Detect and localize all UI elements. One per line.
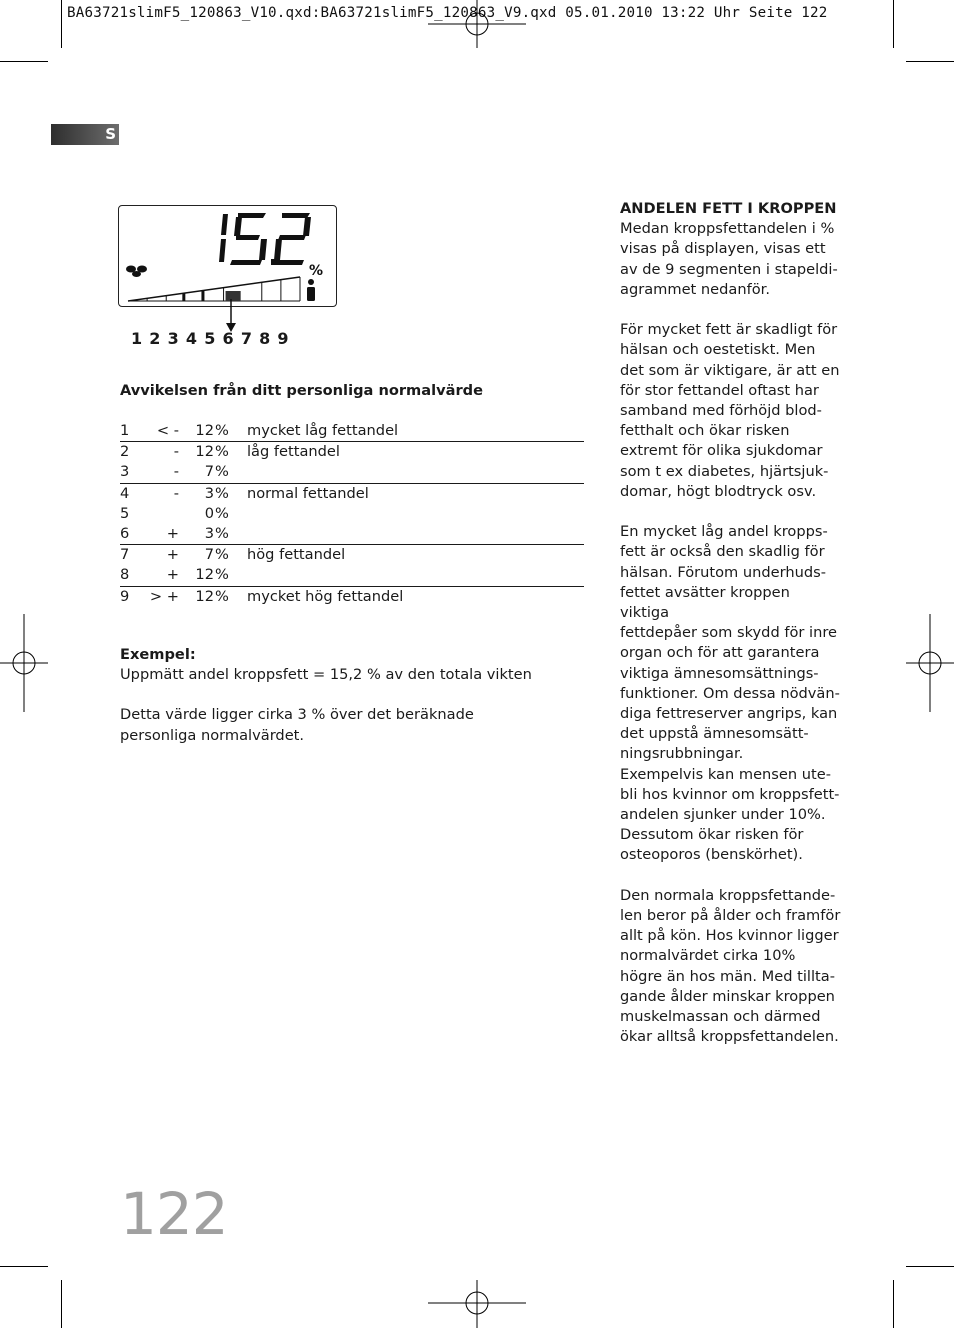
deviation-val: 0 [204,504,214,522]
file-header: BA63721slimF5_120863_V10.qxd:BA63721slimF5_120863_V9.qxd 05.01.2010 13:22 Uhr Seite 122 [67,5,828,21]
deviation-num: 2 [120,443,130,461]
deviation-op: - [173,463,179,481]
right-column-line: ökar alltså kroppsfettandelen. [620,1028,839,1046]
deviation-pct: % [215,587,229,605]
right-column-line: Dessutom ökar risken för [620,826,804,844]
crop-mark [0,1266,48,1267]
registration-mark-bottom [428,1280,526,1328]
crop-mark [893,0,894,48]
deviation-pct: % [215,484,229,502]
page-number: 122 [120,1180,228,1248]
lcd-digit-1 [219,214,228,262]
deviation-val: 12 [195,587,214,605]
right-column-line: allt på kön. Hos kvinnor ligger [620,927,839,945]
right-column-line: som t ex diabetes, hjärtsjuk- [620,462,829,480]
registration-mark-left [0,614,48,712]
body-fat-drops-icon [126,266,147,278]
right-column-line: samband med förhöjd blod- [620,402,822,420]
example-title: Exempel: [120,646,196,663]
right-column-title: ANDELEN FETT I KROPPEN [620,200,837,217]
paragraph-gap [620,300,842,320]
right-column-line: diga fettreserver angrips, kan [620,705,838,723]
right-column-line: fettet avsätter kroppen viktiga [620,583,790,622]
crop-mark [0,61,48,62]
example-line-1: Uppmätt andel kroppsfett = 15,2 % av den totala vikten [120,666,532,683]
right-column-line: len beror på ålder och framför [620,907,841,925]
deviation-row [120,587,584,607]
example-line-2: Detta värde ligger cirka 3 % över det beräknade [120,706,474,723]
right-column-line: organ och för att garantera [620,644,820,662]
deviation-pct: % [215,504,229,522]
paragraph-gap [620,502,842,522]
right-column-line: agrammet nedanför. [620,280,770,298]
crop-mark [893,1280,894,1328]
registration-mark-right [906,614,954,712]
deviation-num: 8 [120,566,130,584]
lcd-percent-sign: % [309,263,324,279]
registration-mark-top [428,0,526,48]
lcd-digit-2 [274,213,311,265]
deviation-op: < - [156,422,179,439]
right-column-line: fetthalt och ökar risken [620,422,790,440]
deviation-row [120,442,584,462]
deviation-val: 12 [195,422,214,439]
deviation-num: 3 [120,463,130,481]
deviation-op: + [166,546,179,564]
right-column-line: det uppstå ämnesomsätt- [620,725,809,743]
deviation-num: 9 [120,587,130,605]
deviation-op: + [166,524,179,542]
right-column-line: hälsan och oestetiskt. Men [620,341,816,359]
deviation-op: > + [149,587,179,605]
right-column-line: Exempelvis kan mensen ute- [620,765,831,783]
deviation-op: - [173,484,179,502]
bar-graph-slope [128,277,300,301]
right-column-line: domar, högt blodtryck osv. [620,482,817,500]
bar-segment-divider [201,290,204,301]
language-code: S [105,125,116,143]
deviation-op: - [173,443,179,461]
deviation-num: 1 [120,422,130,439]
deviation-row [120,462,584,482]
deviation-row [120,504,584,524]
deviation-pct: % [215,422,229,439]
deviation-num: 4 [120,484,130,502]
deviation-val: 12 [195,443,214,461]
deviation-label: normal fettandel [247,484,369,502]
deviation-row [120,524,584,544]
right-column-line: extremt för olika sjukdomar [620,442,823,460]
right-column-line: det som är viktigare, är att en [620,361,840,379]
right-column-line: Medan kroppsfettandelen i % [620,220,835,238]
deviation-pct: % [215,443,229,461]
right-column [620,199,842,1047]
deviation-num: 5 [120,504,130,522]
crop-mark [906,61,954,62]
right-column-line: fett är också den skadlig för [620,543,825,561]
bar-segment-active [226,291,241,301]
deviation-row [120,421,584,441]
deviation-row [120,484,584,504]
language-tab [51,124,119,145]
deviation-op: + [166,566,179,584]
deviation-num: 7 [120,546,130,564]
deviation-pct: % [215,463,229,481]
paragraph-gap [620,866,842,886]
deviation-pct: % [215,546,229,564]
deviation-val: 3 [204,484,214,502]
right-column-line: av de 9 segmenten i stapeldi- [620,260,838,278]
deviation-row [120,565,584,585]
deviation-pct: % [215,524,229,542]
right-column-line: gande ålder minskar kroppen [620,987,835,1005]
lcd-digits [118,205,338,345]
deviation-val: 12 [195,566,214,584]
right-column-line: hälsan. Förutom underhuds- [620,563,826,581]
crop-mark [61,0,62,48]
right-column-line: fettdepåer som skydd för inre [620,624,838,642]
right-column-line: ningsrubbningar. [620,745,744,763]
lcd-digit-5 [230,213,267,265]
right-column-line: För mycket fett är skadligt för [620,321,838,339]
deviation-num: 6 [120,524,130,542]
deviation-label: mycket hög fettandel [247,587,404,605]
deviation-row [120,545,584,565]
deviation-table [120,421,584,607]
bar-segment-divider [182,293,185,301]
right-column-line: högre än hos män. Med tillta- [620,967,835,985]
right-column-line: normalvärdet cirka 10% [620,947,796,965]
right-column-line: funktioner. Om dessa nödvän- [620,684,840,702]
right-column-line: En mycket låg andel kropps- [620,523,828,541]
crop-mark [61,1280,62,1328]
deviation-label: mycket låg fettandel [247,422,399,439]
deviation-label: låg fettandel [247,443,340,461]
person-icon [307,279,315,301]
right-column-line: Den normala kroppsfettande- [620,886,836,904]
right-column-line: viktiga ämnesomsättnings- [620,664,819,682]
right-column-line: visas på displayen, visas ett [620,240,826,258]
deviation-title: Avvikelsen från ditt personliga normalvärde [120,382,484,399]
segment-scale-numbers: 1 2 3 4 5 6 7 8 9 [131,329,289,348]
crop-mark [906,1266,954,1267]
deviation-pct: % [215,566,229,584]
deviation-label: hög fettandel [247,546,346,564]
right-column-line: andelen sjunker under 10%. [620,806,826,824]
deviation-val: 7 [204,546,214,564]
deviation-val: 3 [204,524,214,542]
example-line-3: personliga normalvärdet. [120,727,305,744]
deviation-val: 7 [204,463,214,481]
right-column-line: bli hos kvinnor om kroppsfett- [620,785,840,803]
right-column-line: osteoporos (benskörhet). [620,846,803,864]
right-column-line: muskelmassan och därmed [620,1008,821,1026]
right-column-line: för stor fettandel oftast har [620,381,819,399]
